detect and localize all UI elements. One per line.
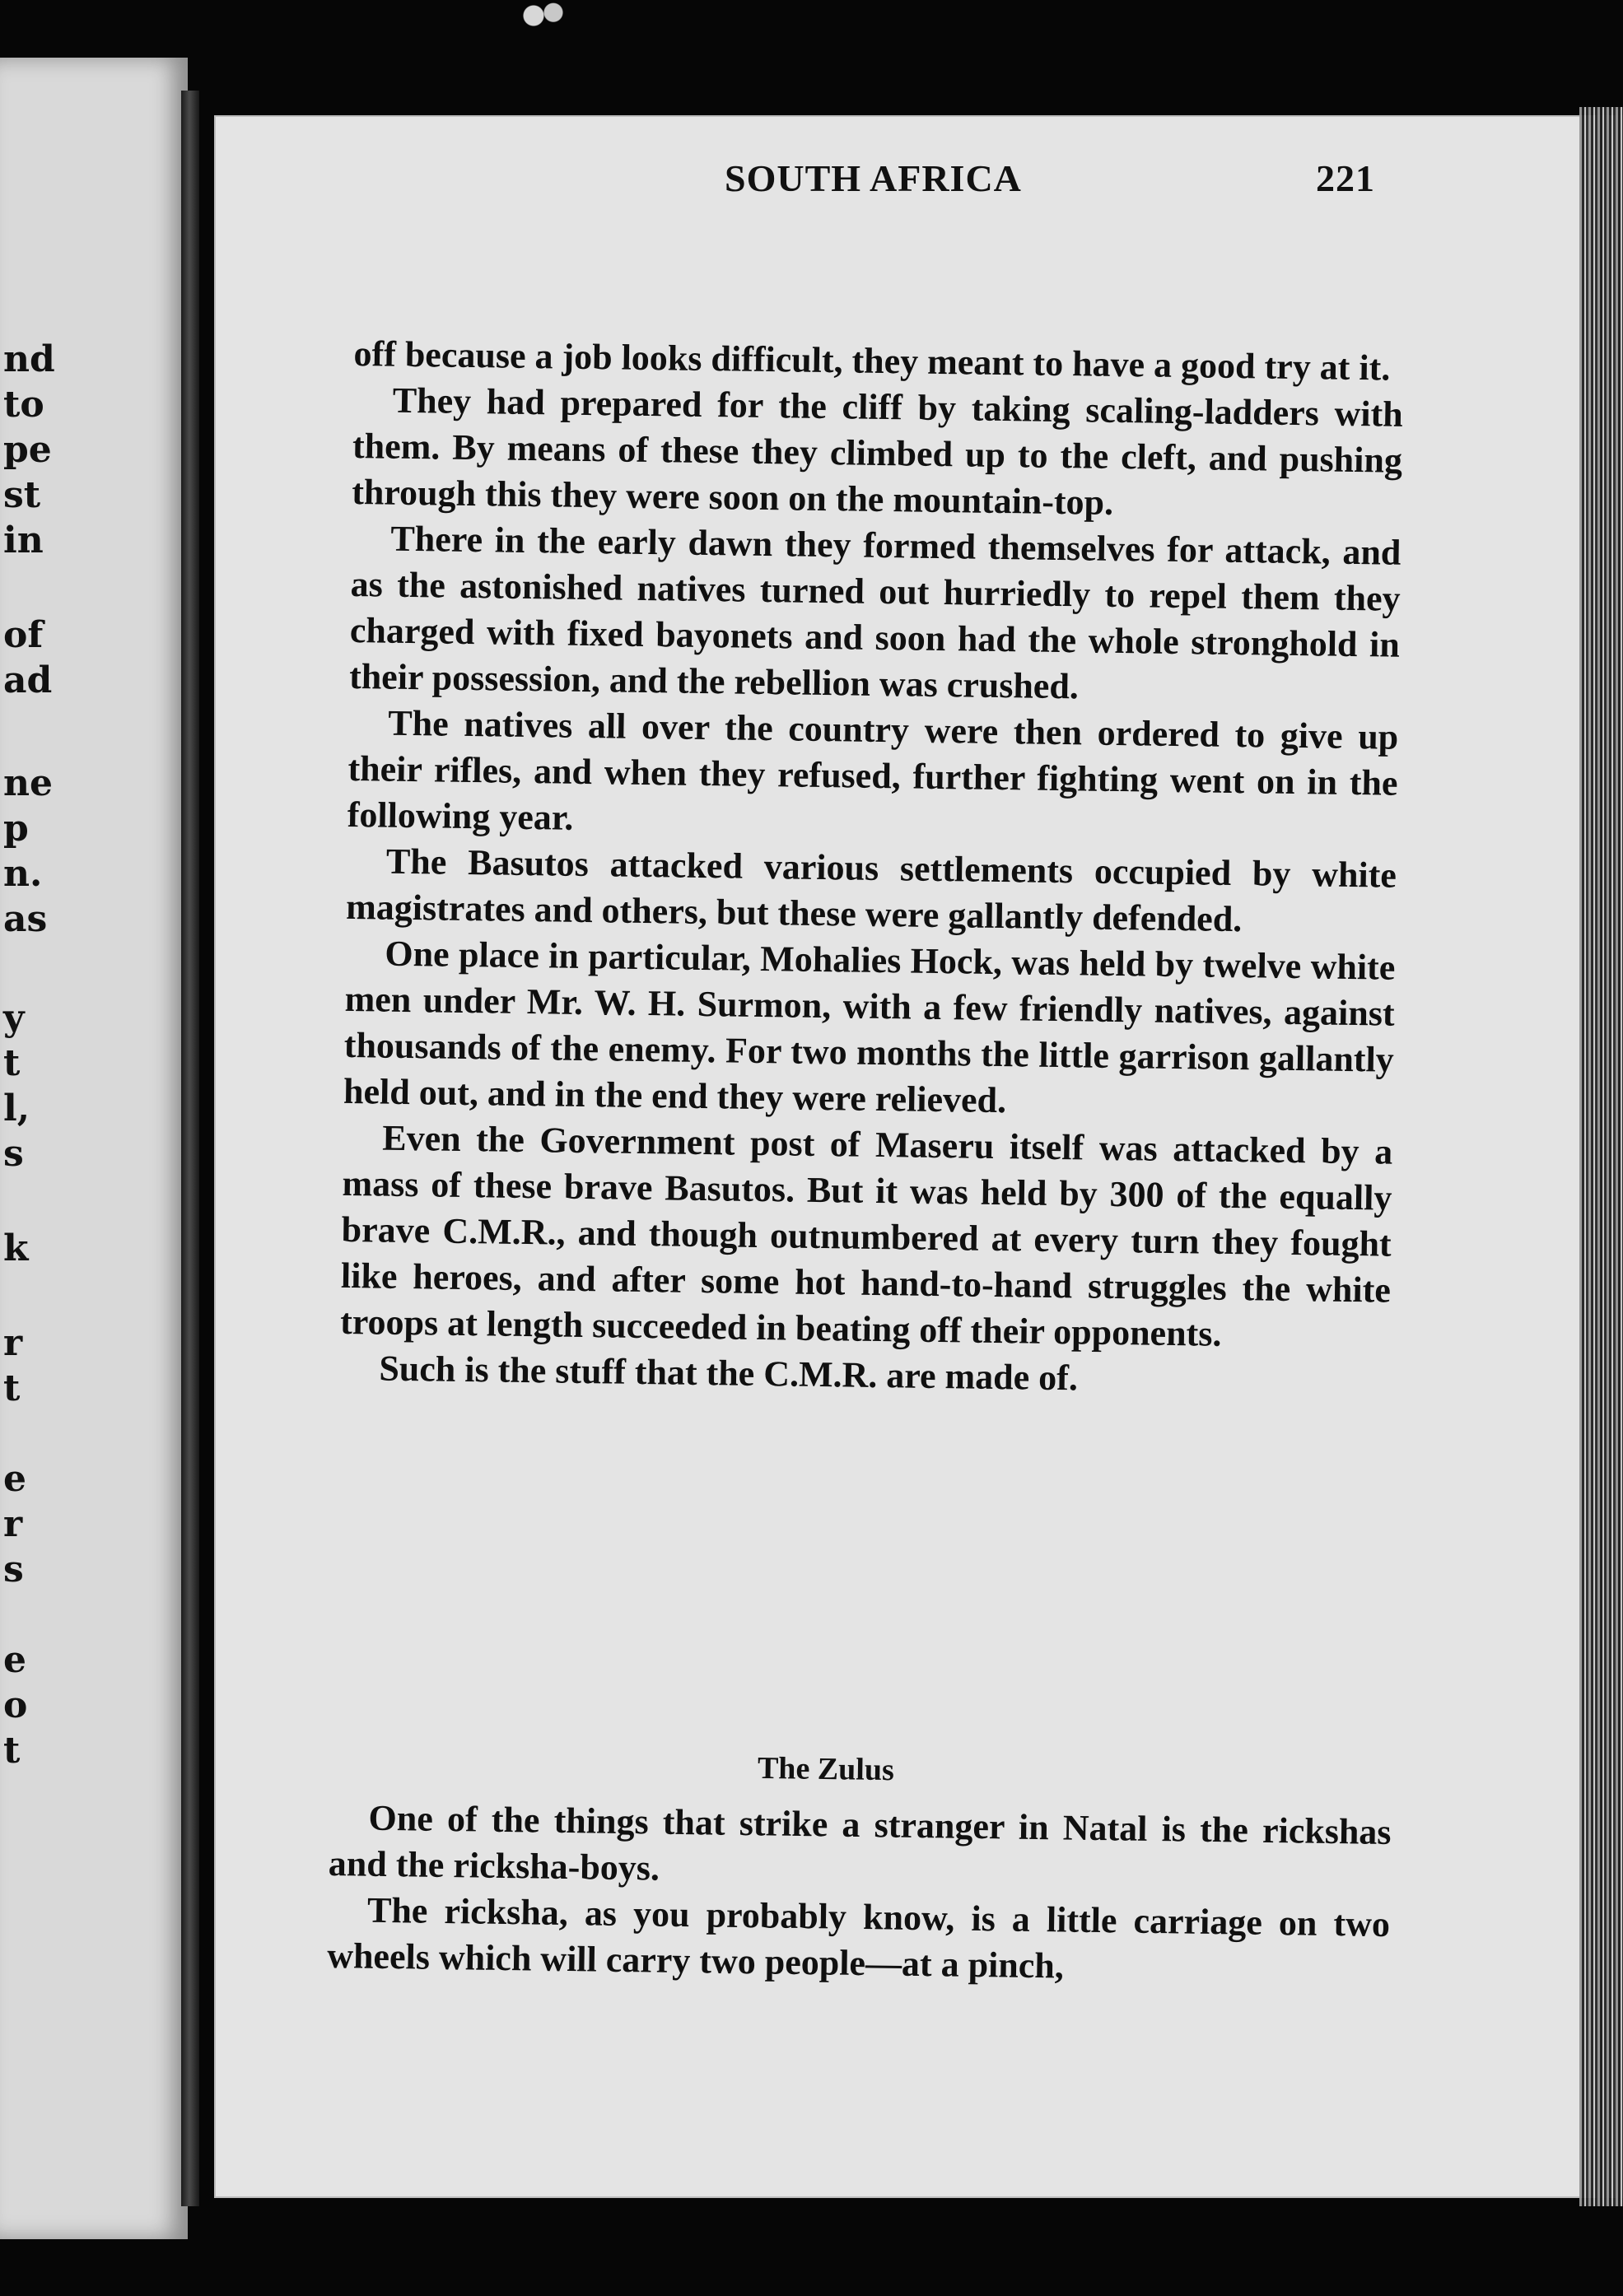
left-fragment: t — [3, 1367, 21, 1409]
left-fragment: in — [3, 519, 44, 561]
left-fragment: s — [3, 1549, 24, 1590]
left-fragment: t — [3, 1730, 21, 1772]
paragraph: One place in particular, Mohalies Hock, was held by twelve white men under Mr. W. H. Surmon, with a few friendly natives, against thousands of the enemy. For two months the little garrison gallantly held out, and in the end they were relieved. — [343, 933, 1396, 1121]
left-fragment: n. — [3, 853, 43, 895]
left-fragment: r — [3, 1503, 23, 1545]
left-fragment: e — [3, 1639, 26, 1681]
paragraph: They had prepared for the cliff by taking scaling-ladders with them. By means of these they climbed up to the cleft, and pushing through this they were soon on the mountain-top. — [351, 380, 1404, 523]
left-fragment: nd — [3, 338, 55, 380]
paragraph: Such is the stuff that the C.M.R. are made of. — [379, 1348, 1079, 1399]
running-head: SOUTH AFRICA — [725, 157, 1022, 199]
paragraph: One of the things that strike a stranger in Natal is the rickshas and the ricksha-boys. — [328, 1797, 1392, 1888]
section-text — [327, 1795, 1392, 1994]
page-header — [511, 156, 1425, 214]
left-fragment: t — [3, 1042, 21, 1084]
paragraph: off because a job looks difficult, they meant to have a good try at it. — [353, 333, 1391, 389]
paragraph: There in the early dawn they formed themselves for attack, and as the astonished natives turned out hurriedly to repel them they charged with fixed bayonets and soon had the whole stronghold in their possession, and the rebellion was crushed. — [348, 518, 1401, 707]
paragraph: The Basutos attacked various settlements occupied by white magistrates and others, but these were gallantly defended. — [345, 841, 1397, 940]
left-fragment: s — [3, 1133, 24, 1175]
paragraph: The ricksha, as you probably know, is a little carriage on two wheels which will carry two people—at a pinch, — [326, 1889, 1391, 1986]
left-fragment: of — [3, 614, 44, 656]
left-fragment: to — [3, 384, 44, 426]
left-fragment: pe — [3, 429, 52, 471]
section-title: The Zulus — [757, 1750, 895, 1788]
left-fragment: e — [3, 1458, 26, 1500]
main-text — [339, 331, 1404, 1406]
left-fragment: ad — [3, 659, 53, 701]
left-fragment: r — [3, 1322, 23, 1364]
paragraph: Even the Government post of Maseru itself was attacked by a mass of these brave Basutos. But it was held by 300 of the equally brave C.M.R., and though outnumbered at every turn they fought like heroes, and after some hot hand-to-hand struggles the white troops at length succeeded in beating off their opponents. — [339, 1117, 1393, 1354]
left-fragment: o — [3, 1684, 28, 1726]
left-fragment: y — [3, 997, 25, 1039]
scan-artifact — [519, 0, 568, 31]
page-edges — [1579, 107, 1623, 2206]
paragraph: The natives all over the country were then ordered to give up their rifles, and when they refused, further fighting went on in the following year. — [347, 702, 1399, 838]
left-fragment: as — [3, 898, 48, 940]
left-page-text-fragments — [3, 58, 184, 2239]
left-fragment: ne — [3, 762, 53, 804]
left-fragment: st — [3, 474, 41, 516]
left-fragment: p — [3, 808, 29, 850]
left-fragment: k — [3, 1227, 29, 1269]
page-number: 221 — [1316, 157, 1375, 199]
book-gutter — [181, 91, 199, 2206]
left-page — [0, 58, 188, 2239]
left-fragment: l, — [3, 1087, 30, 1129]
